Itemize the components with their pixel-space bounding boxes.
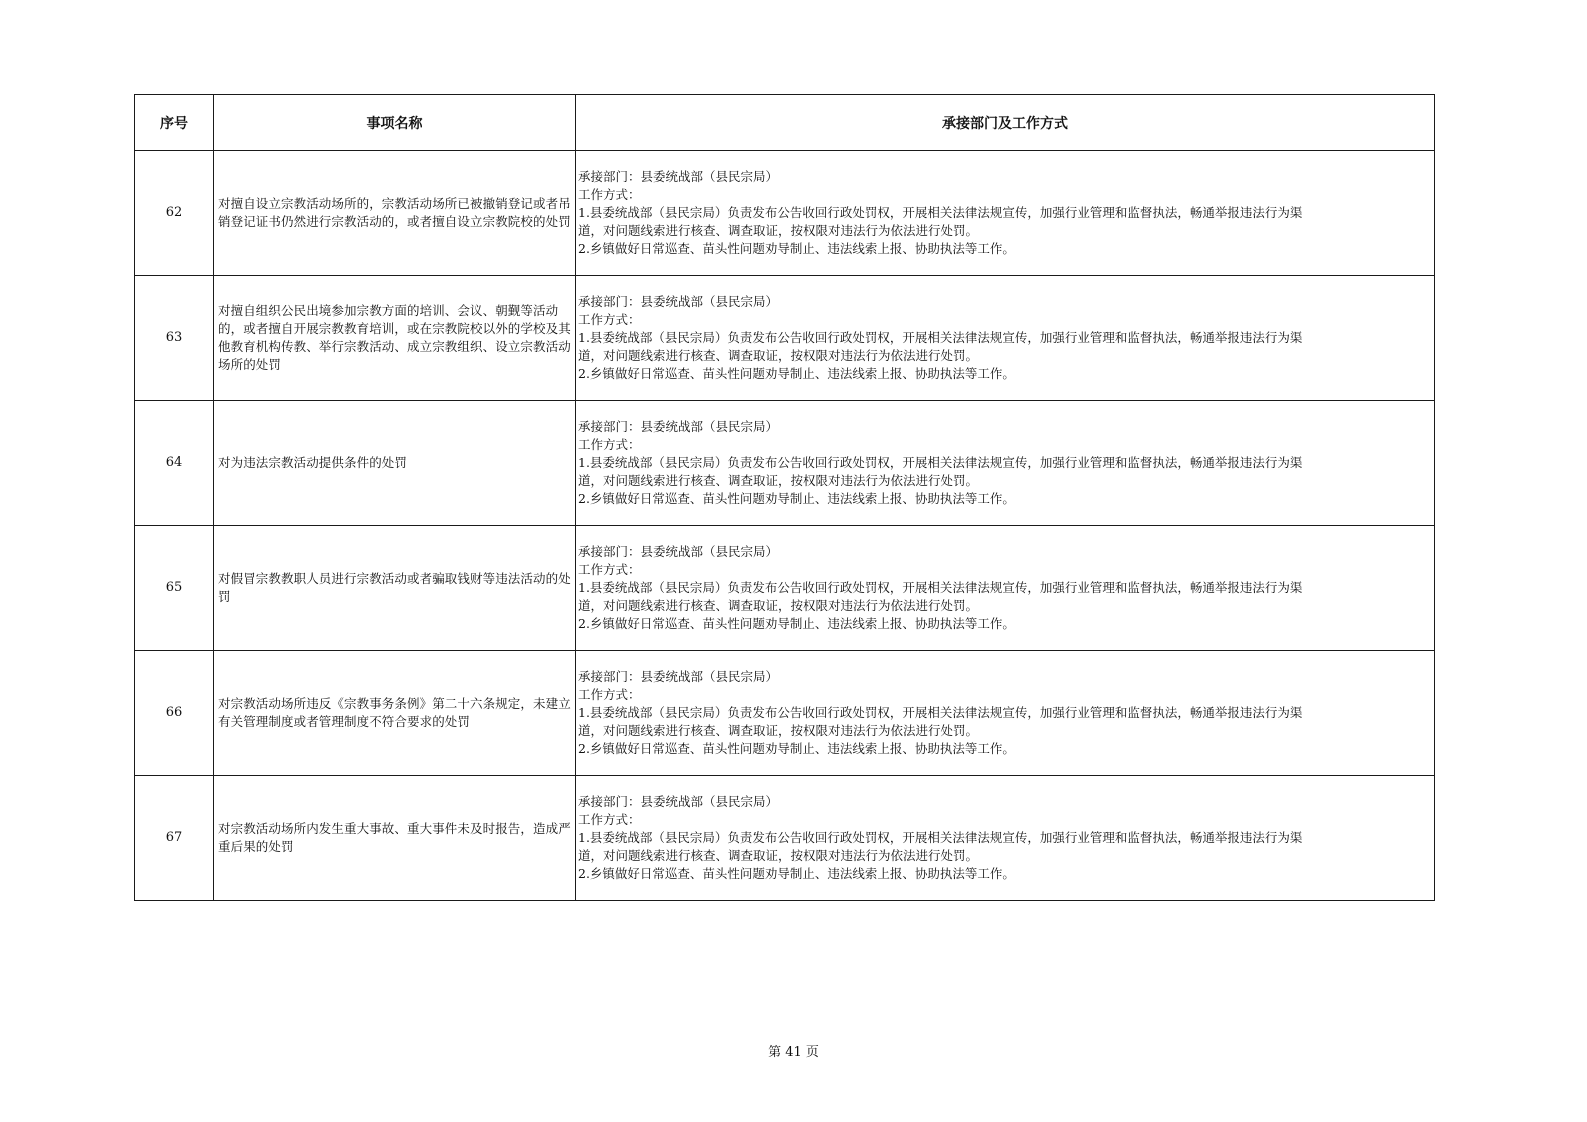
method-line: 1.县委统战部（县民宗局）负责发布公告收回行政处罚权，开展相关法律法规宣传，加强行业管理和监督执法，畅通举报违法行为渠 — [578, 205, 1303, 220]
row-department-method — [576, 276, 1435, 401]
row-item-name: 对宗教活动场所内发生重大事故、重大事件未及时报告，造成严重后果的处罚 — [214, 776, 576, 901]
method-line: 工作方式： — [578, 187, 641, 202]
enforcement-items-table — [134, 94, 1435, 901]
method-line: 1.县委统战部（县民宗局）负责发布公告收回行政处罚权，开展相关法律法规宣传，加强行业管理和监督执法，畅通举报违法行为渠 — [578, 330, 1303, 345]
row-item-name: 对假冒宗教教职人员进行宗教活动或者骗取钱财等违法活动的处罚 — [214, 526, 576, 651]
method-line: 承接部门：县委统战部（县民宗局） — [578, 294, 779, 309]
method-line: 道，对问题线索进行核查、调查取证，按权限对违法行为依法进行处罚。 — [578, 223, 979, 238]
method-line: 工作方式： — [578, 437, 641, 452]
method-line: 2.乡镇做好日常巡查、苗头性问题劝导制止、违法线索上报、协助执法等工作。 — [578, 241, 1015, 256]
table-row — [135, 526, 1435, 651]
table-row — [135, 151, 1435, 276]
row-serial-number: 67 — [135, 776, 214, 901]
method-line: 道，对问题线索进行核查、调查取证，按权限对违法行为依法进行处罚。 — [578, 723, 979, 738]
header-item-name: 事项名称 — [214, 95, 576, 151]
row-department-method — [576, 526, 1435, 651]
header-serial-number: 序号 — [135, 95, 214, 151]
method-line: 工作方式： — [578, 312, 641, 327]
row-serial-number: 64 — [135, 401, 214, 526]
row-department-method — [576, 151, 1435, 276]
method-line: 2.乡镇做好日常巡查、苗头性问题劝导制止、违法线索上报、协助执法等工作。 — [578, 366, 1015, 381]
method-line: 承接部门：县委统战部（县民宗局） — [578, 169, 779, 184]
table-row — [135, 776, 1435, 901]
row-department-method — [576, 776, 1435, 901]
method-line: 工作方式： — [578, 562, 641, 577]
method-line: 1.县委统战部（县民宗局）负责发布公告收回行政处罚权，开展相关法律法规宣传，加强行业管理和监督执法，畅通举报违法行为渠 — [578, 455, 1303, 470]
row-serial-number: 63 — [135, 276, 214, 401]
row-serial-number: 66 — [135, 651, 214, 776]
method-line: 工作方式： — [578, 687, 641, 702]
method-line: 道，对问题线索进行核查、调查取证，按权限对违法行为依法进行处罚。 — [578, 473, 979, 488]
method-line: 道，对问题线索进行核查、调查取证，按权限对违法行为依法进行处罚。 — [578, 598, 979, 613]
method-line: 2.乡镇做好日常巡查、苗头性问题劝导制止、违法线索上报、协助执法等工作。 — [578, 616, 1015, 631]
method-line: 工作方式： — [578, 812, 641, 827]
method-line: 道，对问题线索进行核查、调查取证，按权限对违法行为依法进行处罚。 — [578, 348, 979, 363]
table-row — [135, 651, 1435, 776]
table-row — [135, 276, 1435, 401]
method-line: 2.乡镇做好日常巡查、苗头性问题劝导制止、违法线索上报、协助执法等工作。 — [578, 741, 1015, 756]
row-item-name: 对为违法宗教活动提供条件的处罚 — [214, 401, 576, 526]
row-serial-number: 62 — [135, 151, 214, 276]
page-number: 第 41 页 — [768, 1045, 819, 1060]
method-line: 1.县委统战部（县民宗局）负责发布公告收回行政处罚权，开展相关法律法规宣传，加强行业管理和监督执法，畅通举报违法行为渠 — [578, 580, 1303, 595]
method-line: 1.县委统战部（县民宗局）负责发布公告收回行政处罚权，开展相关法律法规宣传，加强行业管理和监督执法，畅通举报违法行为渠 — [578, 705, 1303, 720]
header-department-method: 承接部门及工作方式 — [576, 95, 1435, 151]
method-line: 道，对问题线索进行核查、调查取证，按权限对违法行为依法进行处罚。 — [578, 848, 979, 863]
table-row — [135, 401, 1435, 526]
row-department-method — [576, 401, 1435, 526]
table-body — [135, 151, 1435, 901]
method-line: 承接部门：县委统战部（县民宗局） — [578, 669, 779, 684]
row-item-name: 对擅自组织公民出境参加宗教方面的培训、会议、朝觐等活动的，或者擅自开展宗教教育培训，或在宗教院校以外的学校及其他教育机构传教、举行宗教活动、成立宗教组织、设立宗教活动场所的处罚 — [214, 276, 576, 401]
row-serial-number: 65 — [135, 526, 214, 651]
row-department-method — [576, 651, 1435, 776]
method-line: 承接部门：县委统战部（县民宗局） — [578, 419, 779, 434]
row-item-name: 对宗教活动场所违反《宗教事务条例》第二十六条规定，未建立有关管理制度或者管理制度不符合要求的处罚 — [214, 651, 576, 776]
row-item-name: 对擅自设立宗教活动场所的，宗教活动场所已被撤销登记或者吊销登记证书仍然进行宗教活动的，或者擅自设立宗教院校的处罚 — [214, 151, 576, 276]
table-header-row — [135, 95, 1435, 151]
method-line: 承接部门：县委统战部（县民宗局） — [578, 544, 779, 559]
method-line: 2.乡镇做好日常巡查、苗头性问题劝导制止、违法线索上报、协助执法等工作。 — [578, 866, 1015, 881]
method-line: 1.县委统战部（县民宗局）负责发布公告收回行政处罚权，开展相关法律法规宣传，加强行业管理和监督执法，畅通举报违法行为渠 — [578, 830, 1303, 845]
method-line: 2.乡镇做好日常巡查、苗头性问题劝导制止、违法线索上报、协助执法等工作。 — [578, 491, 1015, 506]
method-line: 承接部门：县委统战部（县民宗局） — [578, 794, 779, 809]
